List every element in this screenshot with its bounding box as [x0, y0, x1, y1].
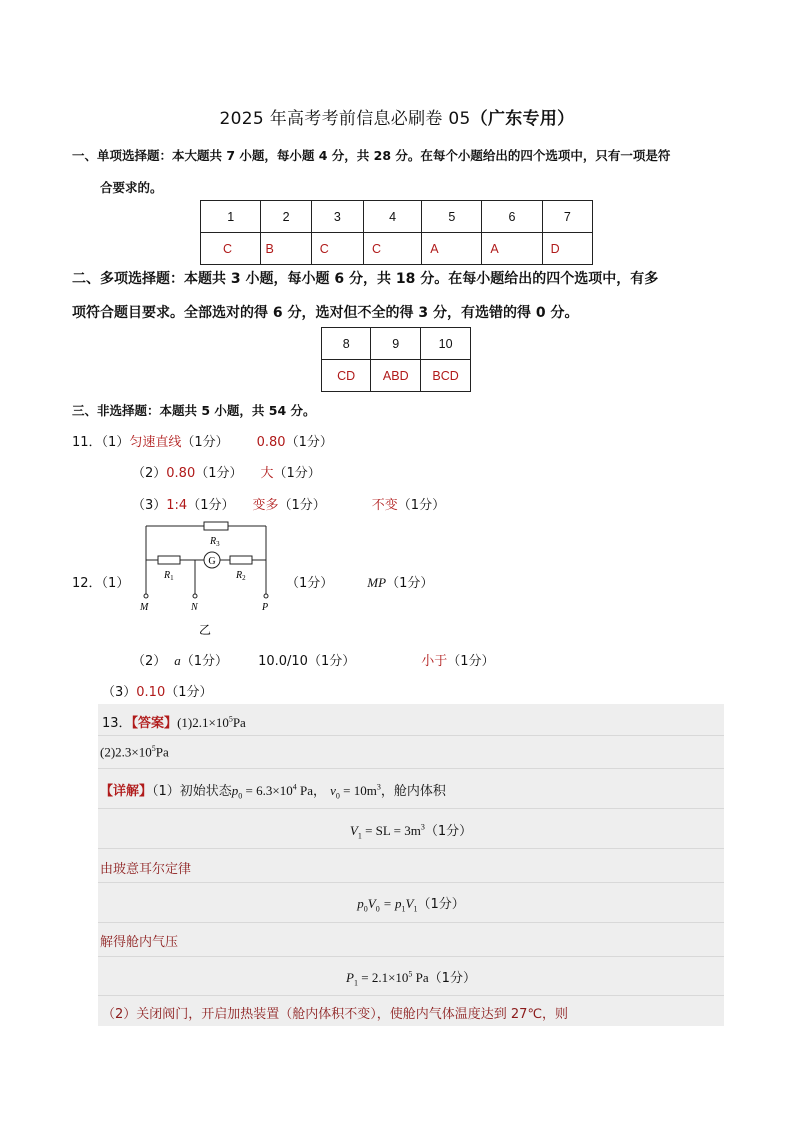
- q11-p2-label: （2）: [132, 466, 167, 481]
- resistor-r1: [158, 556, 180, 564]
- q12-number: 12．: [72, 576, 102, 591]
- q13-ans1-label: (1): [177, 715, 193, 730]
- q12-part2: [132, 650, 495, 669]
- q11-part2: [132, 462, 321, 481]
- q13-part2: （2）关闭阀门，开启加热装置（舱内体积不变），使舱内气体温度达到 27℃，则: [102, 1007, 569, 1022]
- section1-heading: [72, 146, 752, 196]
- table-cell: 3: [311, 201, 363, 233]
- q11-part3: [132, 494, 445, 513]
- q12-part3: [102, 681, 213, 700]
- q13-eq2-points: （1分）: [417, 897, 465, 912]
- title-main: 2025 年高考考前信息必刷卷 05: [219, 109, 471, 129]
- q11-p2-answer-b: 大: [260, 466, 274, 481]
- q13-eq2-s2: 0: [375, 904, 380, 914]
- divider: [98, 848, 724, 849]
- q13-eq3-unit: Pa: [412, 970, 429, 985]
- q13-eq2-s1: 0: [363, 904, 368, 914]
- q13-number: 13．: [102, 716, 132, 731]
- q11-p1-answer-a: 匀速直线: [129, 435, 182, 450]
- q11-p3-points-c: （1分）: [397, 498, 446, 513]
- label-p: P: [262, 602, 269, 613]
- q13-v0-value: = 10m: [339, 783, 377, 798]
- label-n: N: [191, 602, 198, 613]
- q13-eq1-lhs: V: [349, 823, 358, 838]
- q13-p0-value: = 6.3×10: [242, 783, 293, 798]
- label-m: M: [140, 602, 149, 613]
- q13-eq3-exp: 5: [408, 969, 413, 979]
- circuit-caption: 乙: [199, 623, 212, 637]
- q11-p1-label: （1）: [101, 435, 130, 450]
- q11-p3-label: （3）: [132, 498, 167, 513]
- table-cell: A: [482, 233, 542, 265]
- q12-p2-points-a: （1分）: [180, 654, 229, 669]
- q13-eq1-rhs: = SL = 3m: [361, 823, 421, 838]
- q13-eq3-sub: 1: [354, 978, 358, 988]
- section2-heading-line2: 项符合题目要求。全部选对的得 6 分，选对但不全的得 3 分，有选错的得 0 分。: [72, 305, 579, 321]
- table-cell: C: [311, 233, 363, 265]
- q12-p3-points-a: （1分）: [165, 685, 213, 700]
- q13-v0-sub: 0: [335, 791, 340, 801]
- section1-number-row: [201, 201, 593, 233]
- q12-p1-label: （1）: [101, 576, 130, 591]
- section1-heading-line1: 一、单项选择题：本大题共 7 小题，每小题 4 分，共 28 分。在每个小题给出的四个选项中，只有一项是符: [72, 148, 671, 163]
- q11-p3-points-b: （1分）: [278, 498, 326, 513]
- q12-p2-answer-b: 10.0/10: [258, 654, 308, 669]
- table-cell: 6: [482, 201, 542, 233]
- section2-number-row: [322, 328, 471, 360]
- q12-p1-points: （1分）: [286, 576, 334, 591]
- q13-eq3-rhs: = 2.1×10: [358, 970, 409, 985]
- q13-eq1-points: （1分）: [424, 824, 473, 839]
- section1-heading-line2: 合要求的。: [100, 180, 163, 195]
- q13-eq3-points: （1分）: [428, 971, 476, 986]
- q11-part1: [72, 431, 333, 450]
- q11-p3-answer-a: 1:4: [166, 498, 188, 513]
- q11-number: 11．: [72, 435, 102, 450]
- table-cell: 8: [322, 328, 371, 360]
- section1-answer-table: [200, 200, 593, 265]
- table-cell: CD: [322, 360, 371, 392]
- table-cell: 7: [542, 201, 592, 233]
- table-cell: 10: [421, 328, 471, 360]
- terminal-m: [144, 594, 148, 598]
- divider: [98, 882, 724, 883]
- q11-p1-answer-b: 0.80: [256, 435, 286, 450]
- title-suffix: （广东专用）: [470, 109, 575, 129]
- section2-heading-line1: 二、多项选择题：本题共 3 小题，每小题 6 分，共 18 分。在每小题给出的四个选项中，有多: [72, 271, 659, 287]
- divider: [98, 922, 724, 923]
- q13-answer-line1: [98, 712, 728, 731]
- section3-heading: 三、非选择题：本题共 5 小题，共 54 分。: [72, 403, 316, 418]
- table-cell: ABD: [371, 360, 421, 392]
- table-cell: D: [542, 233, 592, 265]
- q12-p1-points-b: （1分）: [386, 576, 434, 591]
- q13-eq1-exp: 3: [420, 822, 425, 832]
- q13-law: 由玻意耳尔定律: [100, 862, 192, 877]
- resistor-r3: [204, 522, 228, 530]
- q11-p3-answer-c: 不变: [371, 498, 398, 513]
- q11-p2-answer-a: 0.80: [166, 466, 196, 481]
- q13-p0-exp: 4: [292, 782, 297, 792]
- q12-p3-answer-a: 0.10: [136, 685, 166, 700]
- table-cell: 5: [422, 201, 482, 233]
- label-r2: $R_2$: [236, 570, 246, 582]
- terminal-n: [193, 594, 197, 598]
- q13-ans2-value: 2.3×10: [115, 744, 152, 760]
- divider: [98, 995, 724, 996]
- table-cell: C: [201, 233, 261, 265]
- q13-p0-unit: Pa: [296, 783, 313, 798]
- q13-v0-exp: 3: [376, 782, 381, 792]
- q13-detail-line: 【详解】（1）初始状态$p_0 = 6.3\times 10^4$ Pa， $v_0 = 10m^3$，舱内体积: [100, 782, 446, 801]
- q13-ans1-exp: 5: [228, 714, 233, 724]
- table-cell: 2: [261, 201, 311, 233]
- q12-p3-label: （3）: [102, 685, 137, 700]
- section2-heading: [72, 262, 752, 330]
- q12-p2-points-b: （1分）: [307, 654, 356, 669]
- q13-solve: 解得舱内气压: [100, 935, 179, 950]
- q12-p2-points-c: （1分）: [447, 654, 495, 669]
- table-cell: BCD: [421, 360, 471, 392]
- q13-answer-line2: [98, 744, 726, 760]
- q13-eq2-c: = p: [379, 896, 402, 911]
- q13-eq2-a: p: [357, 896, 364, 911]
- q13-ans2-label: (2): [100, 744, 116, 760]
- q11-p1-points-b: （1分）: [285, 435, 333, 450]
- q13-detail-tag: 【详解】: [100, 784, 153, 799]
- page-title: [0, 104, 794, 129]
- q13-eq3: [98, 967, 724, 988]
- section1-answer-row: [201, 233, 593, 265]
- divider: [98, 956, 724, 957]
- divider: [98, 808, 724, 809]
- q13-ans1-unit: Pa: [232, 715, 246, 730]
- q11-p1-points-a: （1分）: [181, 435, 229, 450]
- q13-cabin-volume: ，舱内体积: [380, 784, 446, 799]
- galvanometer-label: G: [208, 556, 216, 567]
- label-r1: $R_1$: [164, 570, 174, 582]
- label-r3: $R_3$: [210, 536, 220, 548]
- divider: [98, 735, 724, 736]
- terminal-p: [264, 594, 268, 598]
- table-cell: A: [422, 233, 482, 265]
- section2-answer-row: [322, 360, 471, 392]
- q12-p2-answer-c: 小于: [421, 654, 448, 669]
- q13-detail-intro: （1）初始状态: [152, 784, 232, 799]
- q13-eq3-lhs: P: [346, 970, 354, 985]
- q11-p3-answer-b: 变多: [252, 498, 279, 513]
- q11-p3-points-a: （1分）: [187, 498, 235, 513]
- section2-answer-table: [321, 327, 471, 392]
- q13-p0-sub: 0: [238, 791, 243, 801]
- q13-eq2-d: V: [405, 896, 414, 911]
- q13-ans2-unit: Pa: [155, 744, 169, 760]
- q11-p2-points-b: （1分）: [273, 466, 321, 481]
- q12-part1-label: [72, 572, 129, 591]
- q13-eq1-sub: 1: [357, 831, 362, 841]
- circuit-diagram: [136, 516, 276, 640]
- q13-answer-tag: 【答案】: [131, 716, 178, 731]
- table-cell: B: [261, 233, 311, 265]
- q13-ans1-value: 2.1×10: [192, 715, 229, 730]
- q12-part1-answers: [286, 572, 433, 591]
- q13-eq1: [98, 820, 724, 841]
- q13-p0-symbol: p: [231, 783, 239, 798]
- q12-p2-answer-a: a: [174, 653, 181, 668]
- table-cell: C: [364, 233, 422, 265]
- divider: [98, 768, 724, 769]
- q11-p2-points-a: （1分）: [195, 466, 243, 481]
- table-cell: 1: [201, 201, 261, 233]
- q13-v0-symbol: v: [330, 783, 336, 798]
- q13-eq2: [98, 893, 724, 914]
- q13-eq2-s3: 1: [401, 904, 406, 914]
- q13-eq2-b: V: [367, 896, 376, 911]
- q13-eq2-s4: 1: [413, 904, 418, 914]
- q13-ans2-exp: 5: [151, 744, 156, 753]
- resistor-r2: [230, 556, 252, 564]
- q12-p2-label: （2）: [132, 654, 167, 669]
- table-cell: 9: [371, 328, 421, 360]
- q12-p1-answer-b: MP: [367, 575, 387, 590]
- table-cell: 4: [364, 201, 422, 233]
